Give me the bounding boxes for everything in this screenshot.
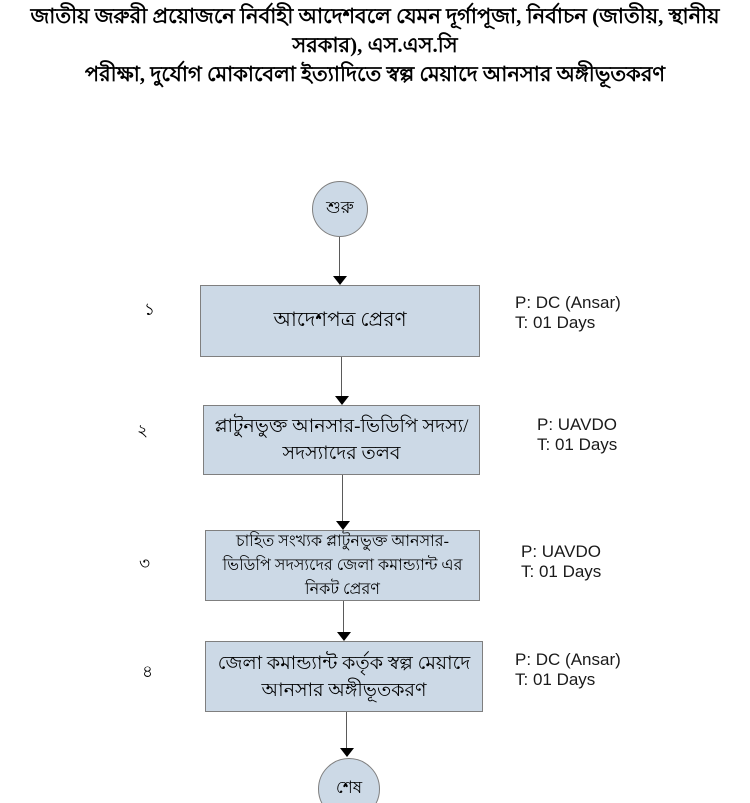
connector-line-step4-to-end: [346, 712, 347, 748]
step1-annotation: [515, 293, 621, 333]
start-node: [312, 181, 368, 237]
step2-annotation: [537, 415, 617, 455]
step1-person: P: DC (Ansar): [515, 293, 621, 312]
step1-label: আদেশপত্র প্রেরণ: [273, 308, 407, 331]
page-title-line2: পরীক্ষা, দুর্যোগ মোকাবেলা ইত্যাদিতে স্বল্প মেয়াদে আনসার অঙ্গীভূতকরণ: [84, 62, 666, 86]
step3-number: ৩: [139, 554, 151, 573]
step4-number: ৪: [142, 662, 154, 681]
arrowhead-icon: [335, 396, 349, 405]
connector-line-step3-to-step4: [343, 601, 344, 632]
step2-process-box: [203, 405, 480, 475]
start-node-label: শুরু: [326, 198, 354, 217]
step1-number: ১: [144, 300, 156, 319]
step2-number: ২: [137, 421, 149, 440]
arrowhead-icon: [333, 276, 347, 285]
connector-line-step2-to-step3: [342, 475, 343, 521]
step4-label: জেলা কমান্ড্যান্ট কর্তৃক স্বল্প মেয়াদে আনসার অঙ্গীভূতকরণ: [217, 652, 471, 701]
connector-line-step1-to-step2: [341, 357, 342, 396]
step4-person: P: DC (Ansar): [515, 650, 621, 669]
step2-time: T: 01 Days: [537, 435, 618, 454]
step1-time: T: 01 Days: [515, 313, 596, 332]
end-node: [318, 758, 380, 803]
step2-person: P: UAVDO: [537, 415, 617, 434]
step2-label: প্লাটুনভুক্ত আনসার-ভিডিপি সদস্য/ সদস্যাদের তলব: [214, 416, 469, 464]
step4-process-box: [205, 641, 483, 712]
step3-process-box: [205, 530, 480, 601]
step4-annotation: [515, 650, 621, 690]
end-node-label: শেষ: [335, 778, 363, 797]
step3-person: P: UAVDO: [521, 542, 601, 561]
step4-time: T: 01 Days: [515, 670, 596, 689]
arrowhead-icon: [340, 748, 354, 757]
connector-line-start-to-step1: [339, 237, 340, 277]
page-title: [0, 2, 750, 89]
step3-time: T: 01 Days: [521, 562, 602, 581]
step1-process-box: [200, 285, 480, 357]
arrowhead-icon: [337, 632, 351, 641]
page-title-line1: জাতীয় জরুরী প্রয়োজনে নির্বাহী আদেশবলে যেমন দূর্গাপূজা, নির্বাচন (জাতীয়, স্থানীয় সরকার), এস.এস.সি: [30, 4, 720, 57]
step3-annotation: [521, 542, 601, 582]
step3-label: চাহিত সংখ্যক প্লাটুনভুক্ত আনসার-ভিডিপি সদস্যদের জেলা কমান্ড্যান্ট এর নিকট প্রেরণ: [222, 532, 463, 598]
